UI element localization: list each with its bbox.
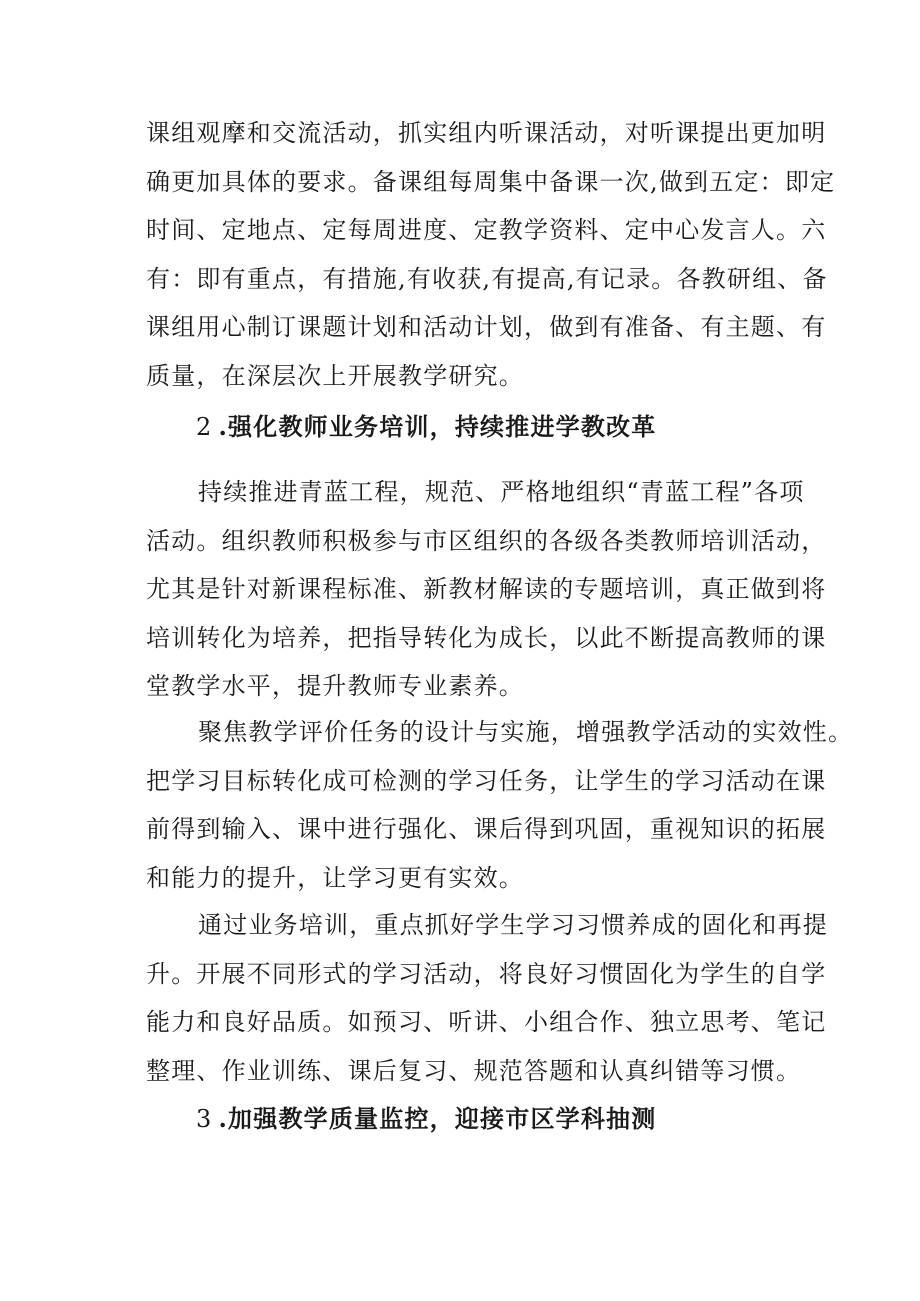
paragraph-evaluation	[146, 708, 854, 902]
text-line: 持续推进青蓝工程，规范、严格地组织“青蓝工程”各项	[198, 478, 805, 506]
text-line: 课组用心制订课题计划和活动计划，做到有准备、有主题、有	[146, 313, 827, 341]
paragraph-study-habits	[146, 901, 828, 1095]
text-line: 和能力的提升，让学习更有实效。	[146, 863, 524, 892]
text-line: 升。开展不同形式的学习活动，将良好习惯固化为学生的自学	[146, 959, 827, 988]
section-heading-2	[196, 403, 656, 452]
text-line: 前得到输入、课中进行强化、课后得到巩固，重视知识的拓展	[146, 815, 827, 843]
heading-number: 3	[196, 1105, 213, 1133]
text-line: 通过业务培训，重点抓好学生学习习惯养成的固化和再提	[198, 911, 828, 939]
section-heading-3	[196, 1095, 656, 1144]
text-line: 活动。组织教师积极参与市区组织的各级各类教师培训活动，	[146, 526, 827, 555]
heading-text: .加强教学质量监控，迎接市区学科抽测	[218, 1104, 657, 1133]
text-line: 尤其是针对新课程标准、新教材解读的专题培训，真正做到将	[146, 575, 827, 603]
text-line: 培训转化为培养，把指导转化为成长，以此不断提高教师的课	[146, 623, 827, 652]
text-line: 整理、作业训练、课后复习、规范答题和认真纠错等习惯。	[146, 1056, 802, 1085]
text-line: 聚焦教学评价任务的设计与实施，增强教学活动的实效性。	[198, 718, 854, 746]
text-line: 质量，在深层次上开展教学研究。	[146, 361, 524, 390]
text-line: 有：即有重点，有措施,有收获,有提高,有记录。各教研组、备	[146, 264, 828, 293]
text-line: 确更加具体的要求。备课组每周集中备课一次,做到五定：即定	[146, 167, 836, 196]
heading-text: .强化教师业务培训，持续推进学教改革	[218, 412, 657, 441]
text-line: 课组观摩和交流活动，抓实组内听课活动，对听课提出更加明	[146, 119, 827, 147]
paragraph-course-groups	[146, 109, 836, 400]
text-line: 能力和良好品质。如预习、听讲、小组合作、独立思考、笔记	[146, 1008, 827, 1036]
text-line: 堂教学水平，提升教师专业素养。	[146, 672, 524, 700]
paragraph-teacher-training	[146, 468, 827, 711]
text-line: 把学习目标转化成可检测的学习任务，让学生的学习活动在课	[146, 766, 827, 795]
heading-number: 2	[196, 413, 213, 441]
text-line: 时间、定地点、定每周进度、定教学资料、定中心发言人。六	[146, 216, 827, 244]
